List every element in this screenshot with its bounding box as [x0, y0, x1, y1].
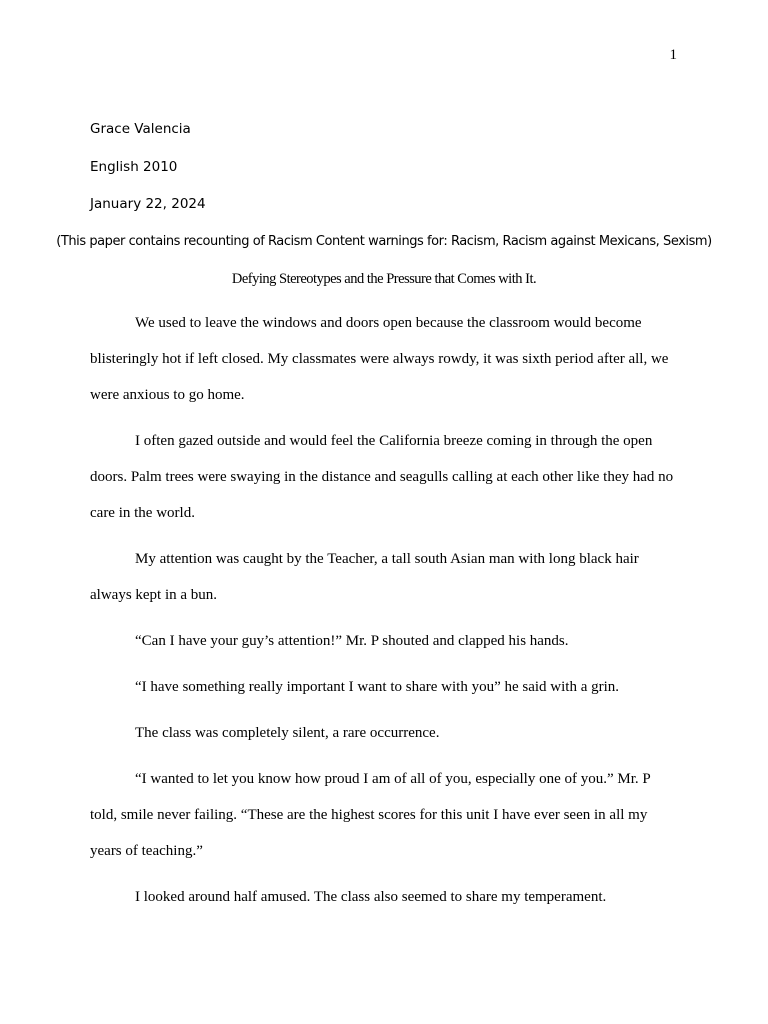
paragraph: I looked around half amused. The class also seemed to share my temperament.: [135, 889, 607, 905]
paper-date: January 22, 2024: [90, 196, 206, 212]
body-text: [90, 305, 680, 925]
course-name: English 2010: [90, 159, 178, 175]
paragraph: My attention was caught by the Teacher, a tall south Asian man with long black hair always kept in a bun.: [90, 551, 639, 603]
paragraph: The class was completely silent, a rare occurrence.: [135, 725, 440, 741]
paper-title: Defying Stereotypes and the Pressure that Comes with It.: [231, 271, 537, 287]
paragraph: I often gazed outside and would feel the California breeze coming in through the open doors. Palm trees were swaying in the distance and seagulls calling at each other like they had no care in the world.: [90, 433, 674, 521]
paragraph: “I have something really important I want to share with you” he said with a grin.: [135, 679, 620, 695]
paragraph: “I wanted to let you know how proud I am of all of you, especially one of you.” Mr. P told, smile never failing. “These are the highest scores for this unit I have ever seen in all my years of teaching.”: [90, 771, 651, 859]
content-warning: (This paper contains recounting of Racism Content warnings for: Racism, Racism against Mexicans, Sexism): [56, 234, 712, 249]
page-number: 1: [669, 47, 677, 63]
paragraph: We used to leave the windows and doors open because the classroom would become blisteringly hot if left closed. My classmates were always rowdy, it was sixth period after all, we were anxious to go home.: [90, 315, 669, 403]
paragraph: “Can I have your guy’s attention!” Mr. P shouted and clapped his hands.: [135, 633, 569, 649]
author-name: Grace Valencia: [90, 121, 191, 137]
